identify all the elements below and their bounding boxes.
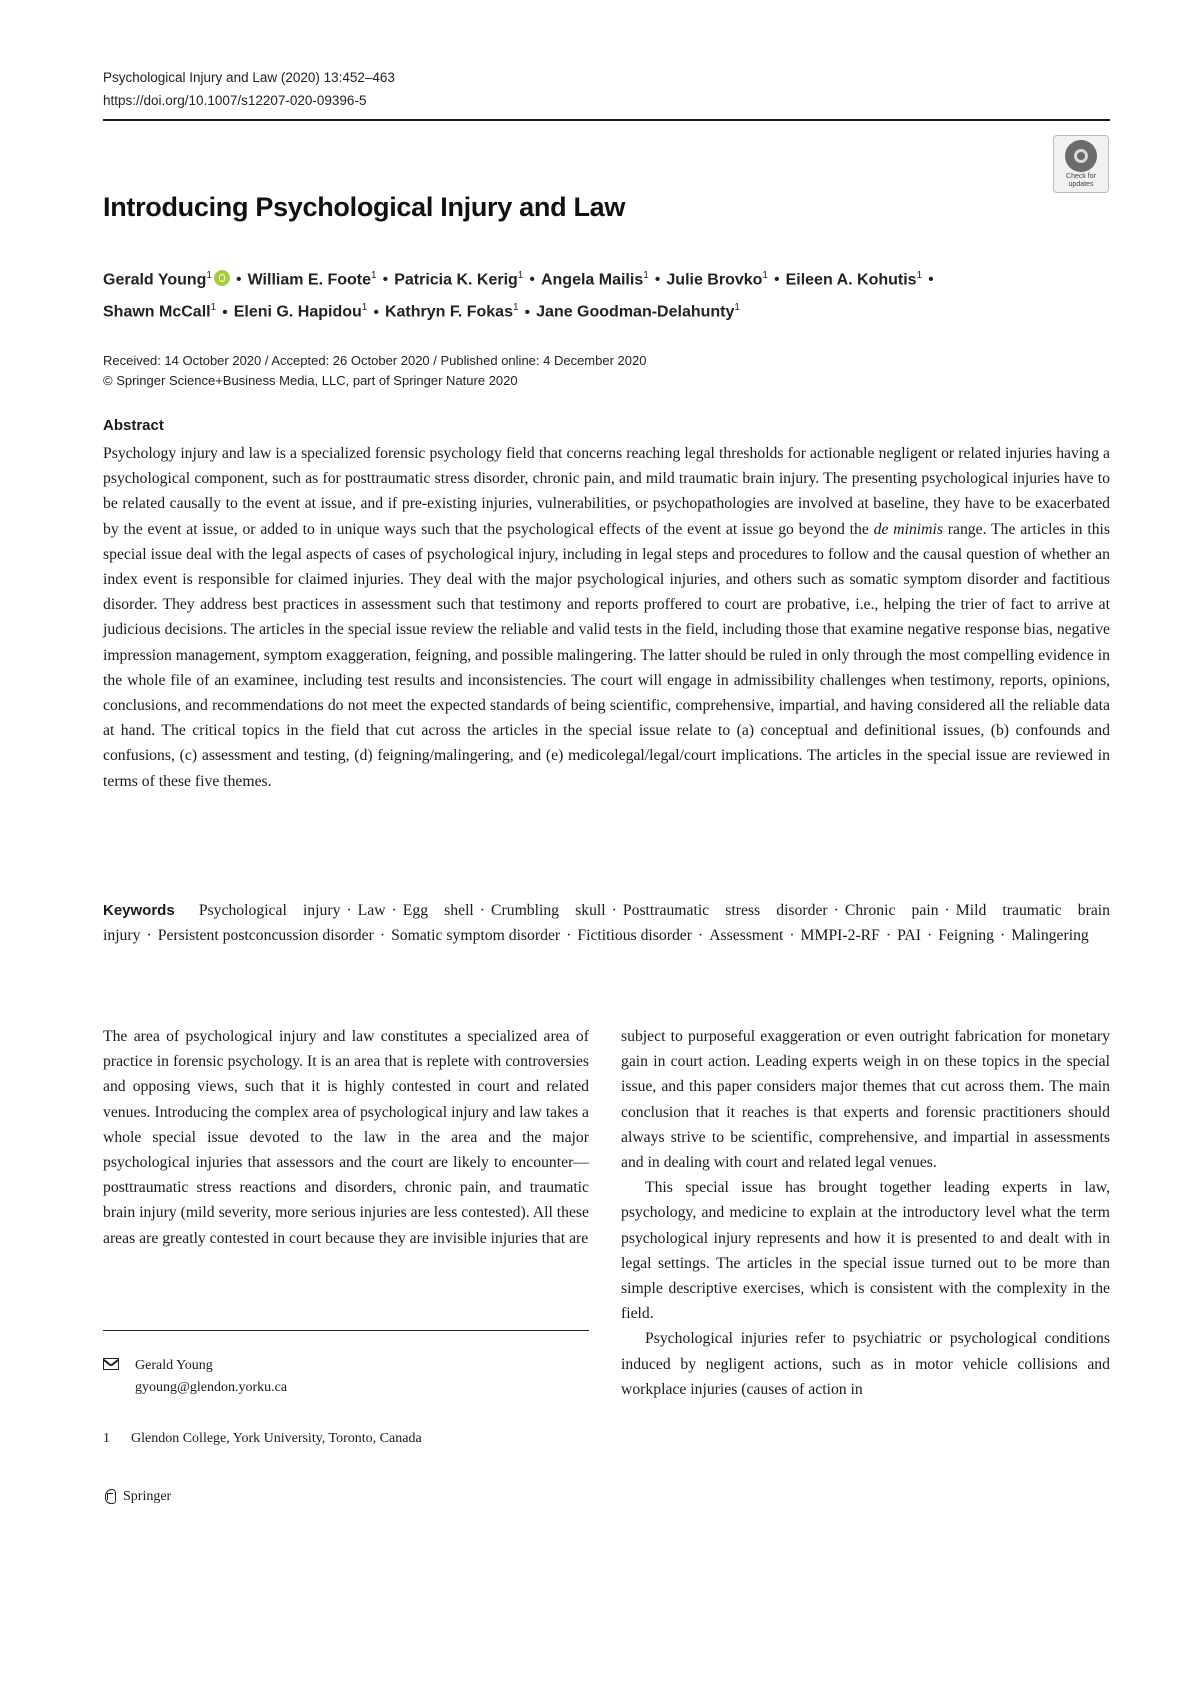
keyword-item[interactable]: Psychological injury	[198, 902, 341, 919]
crossmark-badge[interactable]	[1053, 135, 1109, 193]
author-name[interactable]: Kathryn F. Fokas	[384, 303, 513, 321]
keyword-separator: ·	[346, 902, 352, 919]
affiliation-mark: 1	[517, 270, 524, 281]
affiliation-mark: 1	[361, 302, 368, 314]
keyword-item[interactable]: Posttraumatic stress disorder	[622, 902, 828, 919]
affiliation-text: Glendon College, York University, Toronto, Canada	[131, 1431, 422, 1446]
publisher-name: Springer	[123, 1489, 172, 1504]
affiliation-mark: 1	[206, 270, 212, 281]
publisher-logo[interactable]	[103, 1488, 171, 1506]
author-list	[103, 262, 1103, 327]
keyword-item[interactable]: Law	[357, 902, 386, 919]
journal-header	[103, 66, 1103, 112]
keyword-separator: ·	[479, 902, 486, 919]
author-name[interactable]: Angela Mailis	[540, 271, 644, 289]
keyword-item[interactable]: PAI	[897, 927, 921, 945]
envelope-icon	[103, 1358, 119, 1370]
correspondence	[103, 1355, 589, 1399]
author-separator: •	[654, 271, 661, 289]
keyword-item[interactable]: Crumbling skull	[491, 902, 606, 919]
abstract-italic-term: de minimis	[873, 520, 943, 538]
keyword-separator: ·	[999, 927, 1006, 945]
keyword-separator: ·	[379, 927, 386, 945]
corresponding-author: Gerald Young	[135, 1358, 213, 1373]
author-name[interactable]: Patricia K. Kerig	[394, 271, 518, 289]
keyword-separator: ·	[944, 902, 950, 919]
keyword-separator: ·	[885, 927, 892, 945]
abstract-part-1: Psychology injury and law is a specialized forensic psychology field that concerns reaching legal thresholds for actionable negligent or related injuries having a psychological component, such as for posttraumatic stress disorder, chronic pain, and mild traumatic brain injury. The presenting psychological injuries have to be related causally to the event at issue, and if pre-existing injuries, vulnerabilities, or psychopathologies are involved at baseline, they have to be exacerbated by the event at issue, or added to in unique ways such that the psychological effects of the event at issue go beyond the	[103, 445, 1110, 538]
doi-link[interactable]: https://doi.org/10.1007/s12207-020-09396-5	[103, 93, 367, 108]
header-rule	[103, 119, 1110, 121]
affiliation-mark: 1	[371, 270, 377, 281]
abstract-part-2: range. The articles in this special issue deal with the legal aspects of cases of psychological injury, including in legal steps and procedures to follow and the causal question of whether an index event is responsible for claimed injuries. They deal with the major psychological injuries, and others such as somatic symptom disorder and factitious disorder. They address best practices in assessment such that testimony and reports proffered to court are probative, i.e., helping the trier of fact to arrive at judicious decisions. The articles in the special issue review the reliable and valid tests in the field, including those that examine negative response bias, negative impression management, symptom exaggeration, feigning, and possible malingering. The latter should be ruled in only through the most compelling evidence in the whole file of an examinee, including test results and inconsistencies. The court will engage in admissibility challenges when testimony, reports, opinions, conclusions, and recommendations do not meet the expected standards of being scientific, comprehensive, impartial, and having considered all the reliable data at hand. The critical topics in the field that cut across the articles in the special issue relate to (a) conceptual and definitional issues, (b) confounds and confusions, (c) assessment and testing, (d) feigning/malingering, and (e) medicolegal/legal/court implications. The articles in the special issue are reviewed in terms of these five themes.	[103, 520, 1110, 790]
keyword-separator: ·	[146, 927, 152, 945]
affiliation-mark: 1	[734, 302, 740, 314]
date-line: Received: 14 October 2020 / Accepted: 26 October 2020 / Published online: 4 December 2020	[103, 353, 647, 368]
keyword-item[interactable]: Persistent postconcussion disorder	[157, 927, 374, 945]
keyword-separator: ·	[611, 902, 617, 919]
copyright-line: © Springer Science+Business Media, LLC, part of Springer Nature 2020	[103, 373, 518, 388]
author-separator: •	[382, 271, 389, 289]
author-separator: •	[222, 303, 228, 321]
author-separator: •	[235, 271, 242, 289]
keyword-item[interactable]: Fictitious disorder	[577, 927, 692, 945]
author-name[interactable]: Julie Brovko	[666, 271, 763, 289]
keyword-separator: ·	[833, 902, 839, 919]
author-separator: •	[773, 271, 780, 289]
author-name[interactable]: Eileen A. Kohutis	[785, 271, 917, 289]
author-name[interactable]: Shawn McCall	[103, 303, 211, 321]
keyword-separator: ·	[697, 927, 704, 945]
keywords-label: Keywords	[103, 902, 175, 919]
author-separator: •	[928, 271, 934, 289]
publication-dates	[103, 351, 1103, 391]
affiliation-mark: 1	[210, 302, 217, 314]
keyword-list	[103, 902, 1110, 944]
author-name[interactable]: Jane Goodman-Delahunty	[536, 303, 735, 321]
keyword-separator: ·	[926, 927, 933, 945]
springer-horse-icon	[103, 1488, 119, 1506]
keyword-separator: ·	[566, 927, 572, 945]
author-name[interactable]: William E. Foote	[247, 271, 372, 289]
keyword-item[interactable]: Malingering	[1011, 927, 1089, 945]
keyword-item[interactable]: Assessment	[709, 927, 784, 945]
body-paragraph: subject to purposeful exaggeration or even outright fabrication for monetary gain in court action. Leading experts weigh in on these topics in the special issue, and this paper considers major themes that cut across them. The main conclusion that it reaches is that experts and forensic practitioners should always strive to be scientific, comprehensive, and impartial in assessments and in dealing with court and related legal venues.	[621, 1028, 1110, 1172]
author-name[interactable]: Gerald Young	[103, 271, 207, 289]
keyword-item[interactable]: MMPI-2-RF	[800, 927, 880, 945]
article-title: Introducing Psychological Injury and Law	[103, 192, 626, 222]
body-paragraph: Psychological injuries refer to psychiatric or psychological conditions induced by negligent actions, such as in motor vehicle collisions and workplace injuries (causes of action in	[621, 1330, 1110, 1398]
affiliation	[103, 1428, 589, 1450]
body-column-left: The area of psychological injury and law constitutes a specialized area of practice in forensic psychology. It is an area that is replete with controversies and opposing views, such that it is highly contested in court and related venues. Introducing the complex area of psychological injury and law takes a whole special issue devoted to the law in the area and the major psychological injuries that assessors and the court are likely to encounter—posttraumatic stress reactions and disorders, chronic pain, and traumatic brain injury (mild severity, more serious injuries are less contested). All these areas are greatly contested in court because they are invisible injuries that are	[103, 1028, 589, 1247]
crossmark-icon	[1065, 140, 1097, 172]
keyword-item[interactable]: Mild traumatic brain injury	[103, 902, 1110, 945]
body-paragraph: This special issue has brought together leading experts in law, psychology, and medicine to explain at the introductory level what the term psychological injury represents and how it is presented to and dealt with in legal settings. The articles in the special issue turned out to be more than simple descriptive exercises, which is consistent with the complexity in the field.	[621, 1179, 1110, 1323]
affiliation-mark: 1	[762, 270, 768, 281]
abstract-heading: Abstract	[103, 417, 164, 434]
footnote-rule	[103, 1330, 589, 1331]
affiliation-mark: 1	[916, 270, 923, 281]
affiliation-mark: 1	[643, 270, 649, 281]
orcid-icon[interactable]	[214, 270, 230, 286]
abstract-text	[103, 441, 1110, 794]
corresponding-email[interactable]: gyoung@glendon.yorku.ca	[135, 1380, 288, 1395]
keyword-item[interactable]: Feigning	[938, 927, 994, 945]
author-separator: •	[373, 303, 379, 321]
author-separator: •	[524, 303, 531, 321]
keyword-item[interactable]: Somatic symptom disorder	[391, 927, 561, 945]
crossmark-label: Check for updates	[1066, 173, 1096, 188]
keyword-separator: ·	[391, 902, 397, 919]
author-name[interactable]: Eleni G. Hapidou	[233, 303, 362, 321]
keyword-item[interactable]: Egg shell	[402, 902, 474, 919]
keyword-item[interactable]: Chronic pain	[844, 902, 939, 919]
affiliation-mark: 1	[512, 302, 519, 314]
author-separator: •	[529, 271, 535, 289]
journal-citation: Psychological Injury and Law (2020) 13:452–463	[103, 70, 395, 85]
body-column-right	[621, 1024, 1110, 1402]
keywords	[103, 898, 1110, 948]
keyword-separator: ·	[789, 927, 795, 945]
affiliation-number: 1	[103, 1431, 110, 1446]
